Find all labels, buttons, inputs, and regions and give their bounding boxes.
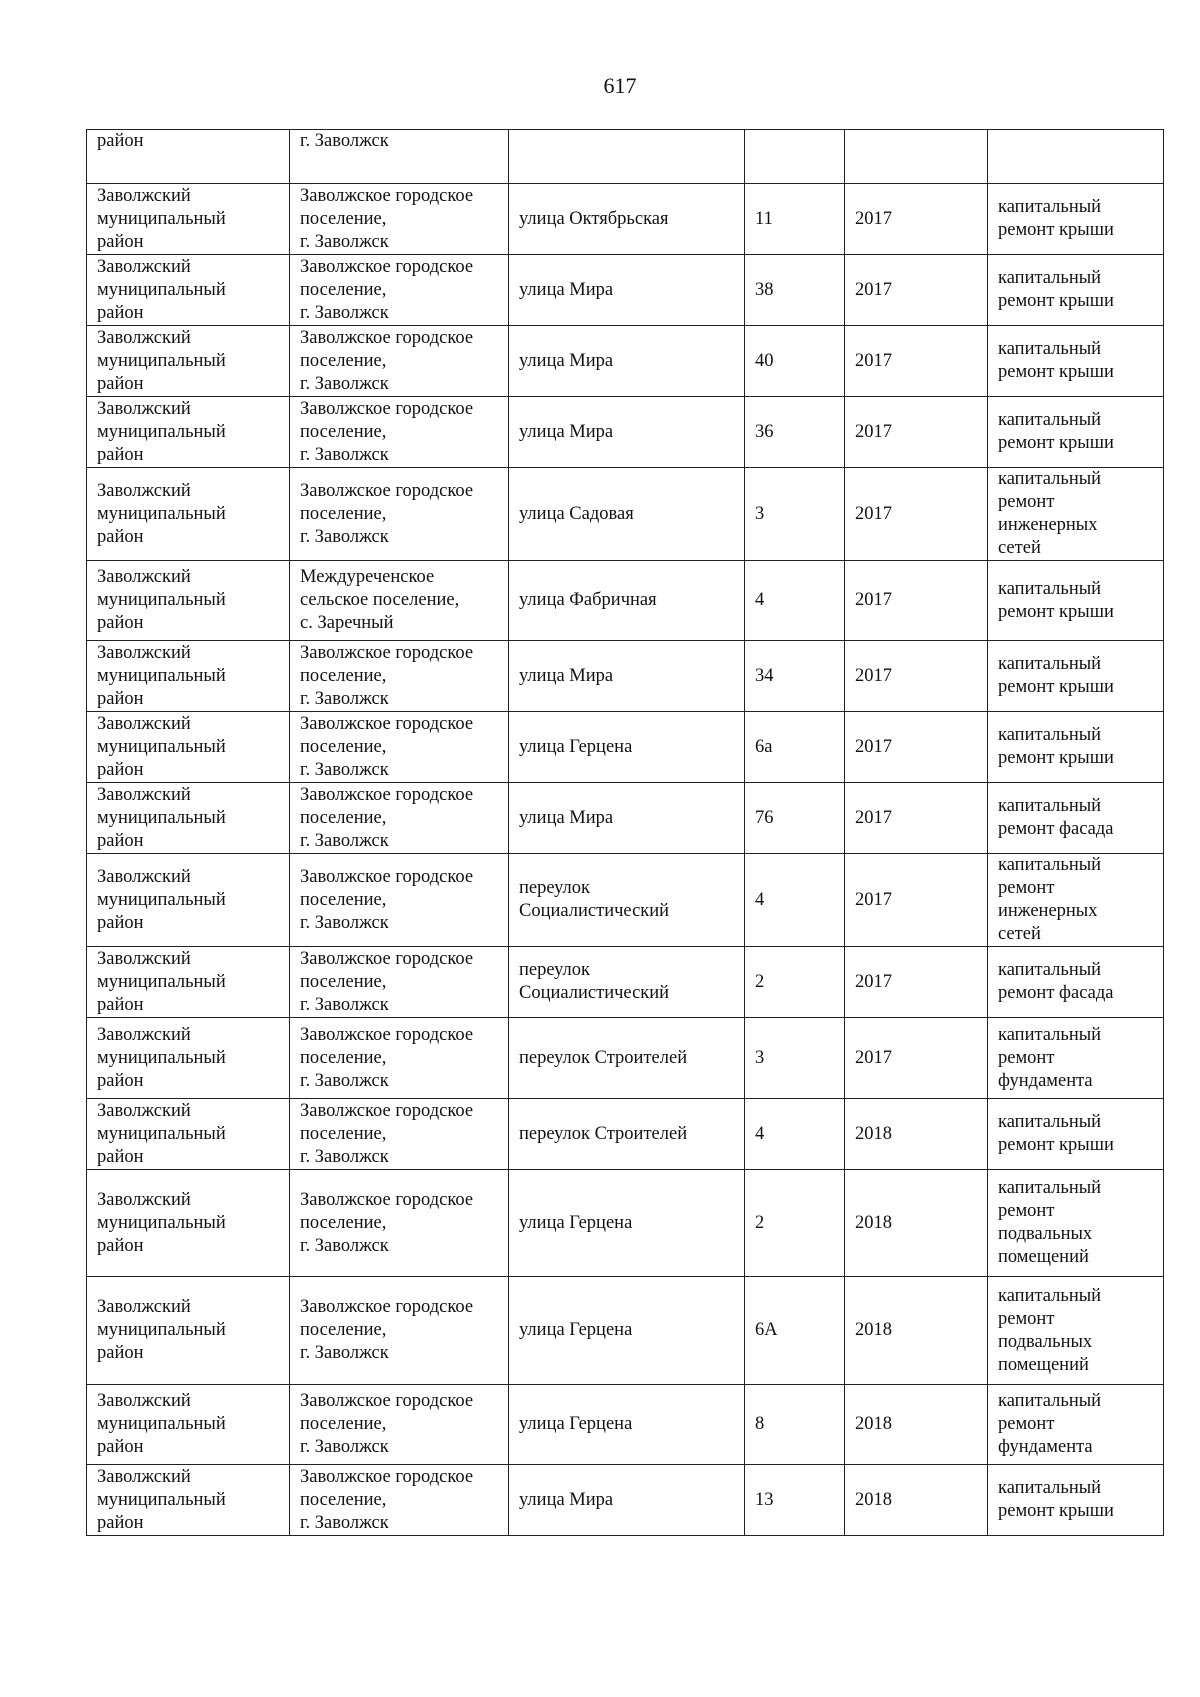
cell-year: 2017: [845, 184, 988, 255]
cell-settlement: Заволжское городское поселение, г. Заволжск: [290, 947, 509, 1018]
housing-repair-table: [86, 129, 1164, 1536]
cell-settlement: Заволжское городское поселение, г. Заволжск: [290, 397, 509, 468]
cell-work: капитальный ремонт фундамента: [988, 1018, 1164, 1099]
cell-year: 2018: [845, 1170, 988, 1277]
cell-settlement: Заволжское городское поселение, г. Заволжск: [290, 255, 509, 326]
cell-work: капитальный ремонт крыши: [988, 1099, 1164, 1170]
cell-district: Заволжский муниципальный район: [87, 1018, 290, 1099]
table-row: [87, 712, 1164, 783]
cell-street: переулок Строителей: [509, 1018, 745, 1099]
cell-house: 6а: [745, 712, 845, 783]
page-number: 617: [603, 73, 637, 98]
cell-settlement: Заволжское городское поселение, г. Заволжск: [290, 1018, 509, 1099]
cell-street: улица Мира: [509, 397, 745, 468]
table-row: [87, 1277, 1164, 1385]
cell-house: 4: [745, 854, 845, 947]
cell-work: капитальный ремонт фундамента: [988, 1385, 1164, 1465]
cell-year: 2017: [845, 947, 988, 1018]
cell-house: 4: [745, 1099, 845, 1170]
cell-year: 2017: [845, 1018, 988, 1099]
table-row: [87, 326, 1164, 397]
table-row: [87, 468, 1164, 561]
cell-year: 2017: [845, 397, 988, 468]
cell-street: переулок Социалистический: [509, 947, 745, 1018]
cell-house: 38: [745, 255, 845, 326]
cell-street: улица Фабричная: [509, 561, 745, 641]
cell-work: капитальный ремонт крыши: [988, 561, 1164, 641]
cell-house: 13: [745, 1465, 845, 1536]
cell-district: Заволжский муниципальный район: [87, 468, 290, 561]
cell-street: переулок Социалистический: [509, 854, 745, 947]
cell-street: улица Мира: [509, 326, 745, 397]
cell-house: 6А: [745, 1277, 845, 1385]
cell-year: 2018: [845, 1465, 988, 1536]
table-row: [87, 397, 1164, 468]
cell-work: капитальный ремонт крыши: [988, 641, 1164, 712]
cell-year: [845, 130, 988, 184]
cell-house: 34: [745, 641, 845, 712]
cell-district: Заволжский муниципальный район: [87, 1385, 290, 1465]
table-row: [87, 1465, 1164, 1536]
cell-district: Заволжский муниципальный район: [87, 783, 290, 854]
table-row: [87, 783, 1164, 854]
table-row: [87, 1099, 1164, 1170]
cell-street: [509, 130, 745, 184]
cell-work: капитальный ремонт инженерных сетей: [988, 468, 1164, 561]
cell-house: 2: [745, 947, 845, 1018]
cell-settlement: Заволжское городское поселение, г. Заволжск: [290, 184, 509, 255]
cell-work: капитальный ремонт крыши: [988, 326, 1164, 397]
table-row: [87, 255, 1164, 326]
cell-year: 2017: [845, 854, 988, 947]
cell-district: Заволжский муниципальный район: [87, 712, 290, 783]
cell-year: 2017: [845, 783, 988, 854]
cell-settlement: Заволжское городское поселение, г. Заволжск: [290, 1277, 509, 1385]
cell-work: [988, 130, 1164, 184]
cell-house: [745, 130, 845, 184]
cell-house: 40: [745, 326, 845, 397]
table-row: [87, 184, 1164, 255]
cell-year: 2017: [845, 641, 988, 712]
cell-district: Заволжский муниципальный район: [87, 326, 290, 397]
cell-year: 2017: [845, 468, 988, 561]
cell-street: улица Садовая: [509, 468, 745, 561]
cell-work: капитальный ремонт фасада: [988, 947, 1164, 1018]
cell-street: переулок Строителей: [509, 1099, 745, 1170]
cell-district: Заволжский муниципальный район: [87, 1465, 290, 1536]
cell-work: капитальный ремонт крыши: [988, 712, 1164, 783]
cell-settlement: Заволжское городское поселение, г. Заволжск: [290, 783, 509, 854]
table-row: [87, 1170, 1164, 1277]
cell-settlement: Заволжское городское поселение, г. Заволжск: [290, 854, 509, 947]
cell-work: капитальный ремонт инженерных сетей: [988, 854, 1164, 947]
cell-work: капитальный ремонт подвальных помещений: [988, 1170, 1164, 1277]
cell-street: улица Герцена: [509, 1277, 745, 1385]
cell-district: район: [87, 130, 290, 184]
cell-house: 76: [745, 783, 845, 854]
cell-year: 2017: [845, 712, 988, 783]
cell-house: 3: [745, 1018, 845, 1099]
cell-work: капитальный ремонт подвальных помещений: [988, 1277, 1164, 1385]
table-body: [87, 130, 1164, 1536]
cell-house: 2: [745, 1170, 845, 1277]
cell-house: 11: [745, 184, 845, 255]
table-row: [87, 1018, 1164, 1099]
cell-district: Заволжский муниципальный район: [87, 947, 290, 1018]
cell-district: Заволжский муниципальный район: [87, 1170, 290, 1277]
cell-work: капитальный ремонт крыши: [988, 397, 1164, 468]
cell-year: 2017: [845, 326, 988, 397]
cell-settlement: г. Заволжск: [290, 130, 509, 184]
cell-house: 4: [745, 561, 845, 641]
table-row: [87, 561, 1164, 641]
cell-year: 2017: [845, 255, 988, 326]
cell-settlement: Заволжское городское поселение, г. Заволжск: [290, 1385, 509, 1465]
cell-work: капитальный ремонт фасада: [988, 783, 1164, 854]
cell-street: улица Мира: [509, 641, 745, 712]
cell-district: Заволжский муниципальный район: [87, 641, 290, 712]
cell-street: улица Мира: [509, 1465, 745, 1536]
cell-settlement: Междуреченское сельское поселение, с. Заречный: [290, 561, 509, 641]
cell-year: 2018: [845, 1277, 988, 1385]
cell-settlement: Заволжское городское поселение, г. Заволжск: [290, 1099, 509, 1170]
cell-settlement: Заволжское городское поселение, г. Заволжск: [290, 1465, 509, 1536]
cell-year: 2017: [845, 561, 988, 641]
table-row: [87, 947, 1164, 1018]
cell-settlement: Заволжское городское поселение, г. Заволжск: [290, 468, 509, 561]
cell-work: капитальный ремонт крыши: [988, 184, 1164, 255]
cell-settlement: Заволжское городское поселение, г. Заволжск: [290, 326, 509, 397]
cell-street: улица Октябрьская: [509, 184, 745, 255]
cell-settlement: Заволжское городское поселение, г. Заволжск: [290, 1170, 509, 1277]
cell-year: 2018: [845, 1099, 988, 1170]
table-row: [87, 130, 1164, 184]
cell-district: Заволжский муниципальный район: [87, 255, 290, 326]
cell-district: Заволжский муниципальный район: [87, 561, 290, 641]
table-row: [87, 854, 1164, 947]
cell-settlement: Заволжское городское поселение, г. Заволжск: [290, 641, 509, 712]
cell-district: Заволжский муниципальный район: [87, 854, 290, 947]
cell-house: 8: [745, 1385, 845, 1465]
cell-work: капитальный ремонт крыши: [988, 1465, 1164, 1536]
cell-house: 36: [745, 397, 845, 468]
table-row: [87, 641, 1164, 712]
cell-street: улица Герцена: [509, 1385, 745, 1465]
cell-street: улица Герцена: [509, 1170, 745, 1277]
cell-district: Заволжский муниципальный район: [87, 397, 290, 468]
cell-district: Заволжский муниципальный район: [87, 1099, 290, 1170]
cell-street: улица Мира: [509, 783, 745, 854]
cell-district: Заволжский муниципальный район: [87, 1277, 290, 1385]
cell-year: 2018: [845, 1385, 988, 1465]
cell-district: Заволжский муниципальный район: [87, 184, 290, 255]
table-row: [87, 1385, 1164, 1465]
cell-house: 3: [745, 468, 845, 561]
cell-settlement: Заволжское городское поселение, г. Заволжск: [290, 712, 509, 783]
cell-street: улица Мира: [509, 255, 745, 326]
cell-work: капитальный ремонт крыши: [988, 255, 1164, 326]
cell-street: улица Герцена: [509, 712, 745, 783]
